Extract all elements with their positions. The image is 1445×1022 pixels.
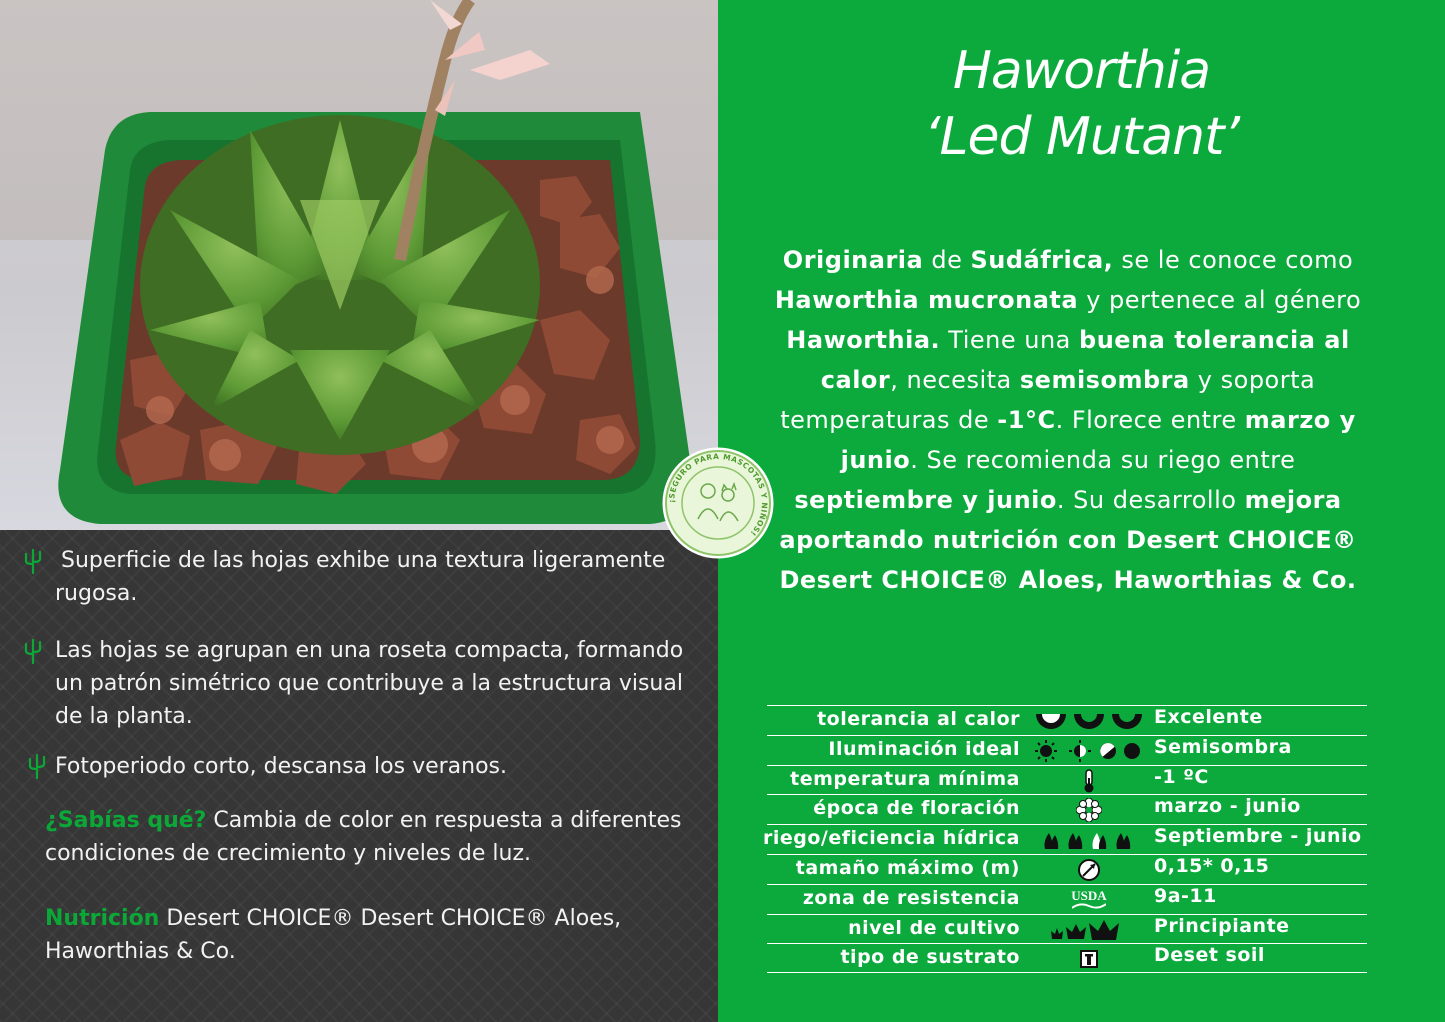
- water-drops-icon: [1029, 827, 1149, 853]
- spec-value: 9a-11: [1154, 884, 1217, 907]
- spec-value: Excelente: [1154, 706, 1263, 728]
- spec-row-substrate: [767, 943, 1367, 973]
- description: [758, 240, 1378, 600]
- spec-row-heat: [767, 705, 1367, 735]
- light-icon: [1029, 738, 1149, 764]
- desc-text: Tiene una: [940, 326, 1080, 354]
- desc-bold: septiembre y junio: [794, 486, 1057, 514]
- nutrition: [45, 902, 705, 968]
- specs-table: [762, 705, 1367, 973]
- desc-bold: marzo y junio: [840, 406, 1356, 474]
- spec-value: marzo - junio: [1154, 795, 1301, 818]
- spec-label: temperatura mínima: [790, 767, 1020, 790]
- features-panel: [0, 530, 718, 1022]
- feature-text: Fotoperiodo corto, descansa los veranos.: [55, 754, 508, 779]
- substrate-icon: [1029, 946, 1149, 972]
- spec-row-size: [767, 854, 1367, 884]
- cactus-icon: [26, 750, 48, 782]
- desc-bold: mejora aportando nutrición con Desert CHOICE® Desert CHOICE® Aloes, Haworthias & Co.: [779, 486, 1357, 594]
- spec-value: 0,15* 0,15: [1154, 854, 1270, 877]
- spec-value: Semisombra: [1154, 735, 1292, 758]
- spec-row-zone: [767, 884, 1367, 914]
- desc-text: y soporta temperaturas de: [780, 366, 1316, 434]
- heat-tolerance-icon: [1029, 708, 1149, 734]
- spec-label: época de floración: [813, 797, 1020, 820]
- cactus-icon: [22, 638, 44, 664]
- thermometer-icon: [1029, 768, 1149, 794]
- pet-safe-badge: [662, 437, 774, 569]
- spec-value: Septiembre - junio: [1154, 825, 1362, 848]
- spec-label: riego/eficiencia hídrica: [762, 827, 1020, 850]
- spec-value: -1 ºC: [1154, 765, 1209, 788]
- spec-label: tipo de sustrato: [840, 946, 1020, 969]
- spec-row-temperature: [767, 765, 1367, 795]
- size-icon: [1029, 857, 1149, 883]
- spec-label: Iluminación ideal: [828, 737, 1020, 760]
- did-you-know-label: ¿Sabías qué?: [45, 808, 207, 833]
- spec-label: tamaño máximo (m): [795, 856, 1020, 879]
- spec-row-light: [767, 735, 1367, 765]
- cactus-icon: [22, 548, 44, 574]
- nutrition-label: Nutrición: [45, 906, 160, 931]
- desc-bold: -1°C: [997, 406, 1056, 434]
- spec-value: Principiante: [1154, 914, 1290, 937]
- flower-icon: [1029, 797, 1149, 823]
- title-line-1: Haworthia: [952, 41, 1211, 101]
- desc-bold: Sudáfrica,: [970, 246, 1114, 274]
- desc-bold: Originaria: [782, 246, 924, 274]
- info-panel: [718, 0, 1445, 1022]
- title-line-2: ‘Led Mutant’: [924, 107, 1239, 167]
- spec-row-level: [767, 914, 1367, 944]
- spec-label: zona de resistencia: [802, 886, 1020, 909]
- desc-text: . Su desarrollo: [1056, 486, 1245, 514]
- plant-photo: [0, 0, 718, 530]
- desc-bold: Haworthia mucronata: [774, 286, 1079, 314]
- badge-text: ¡SEGURO PARA MASCOTAS Y NIÑOS!: [666, 451, 770, 539]
- crown-icon: [1029, 917, 1149, 943]
- spec-row-watering: [762, 824, 1367, 854]
- did-you-know-text: Cambia de color en respuesta a diferentes condiciones de crecimiento y niveles de luz.: [45, 808, 682, 866]
- spec-label: tolerancia al calor: [817, 708, 1020, 730]
- desc-bold: buena tolerancia al calor: [820, 326, 1350, 394]
- usda-label: USDA: [1071, 888, 1107, 904]
- desc-text: de: [923, 246, 971, 274]
- feature-text: Las hojas se agrupan en una roseta compacta, formando un patrón simétrico que contribuye a la estructura visual de la planta.: [55, 638, 684, 729]
- did-you-know: [45, 804, 705, 870]
- usda-icon: [1029, 887, 1149, 913]
- page-title: [718, 38, 1445, 170]
- desc-text: . Se recomienda su riego entre: [910, 446, 1296, 474]
- desc-bold: semisombra: [1019, 366, 1190, 394]
- haworthia-plant-illustration: [0, 0, 718, 530]
- desc-bold: Haworthia.: [786, 326, 941, 354]
- desc-text: . Florece entre: [1055, 406, 1245, 434]
- desc-text: se le conoce como: [1113, 246, 1354, 274]
- desc-text: y pertenece al género: [1078, 286, 1362, 314]
- desc-text: , necesita: [890, 366, 1020, 394]
- spec-row-flowering: [767, 794, 1367, 824]
- spec-label: nivel de cultivo: [848, 916, 1020, 939]
- feature-text: Superficie de las hojas exhibe una textura ligeramente rugosa.: [55, 548, 666, 606]
- spec-value: Deset soil: [1154, 944, 1265, 967]
- nutrition-text: Desert CHOICE® Desert CHOICE® Aloes, Haworthias & Co.: [45, 906, 622, 964]
